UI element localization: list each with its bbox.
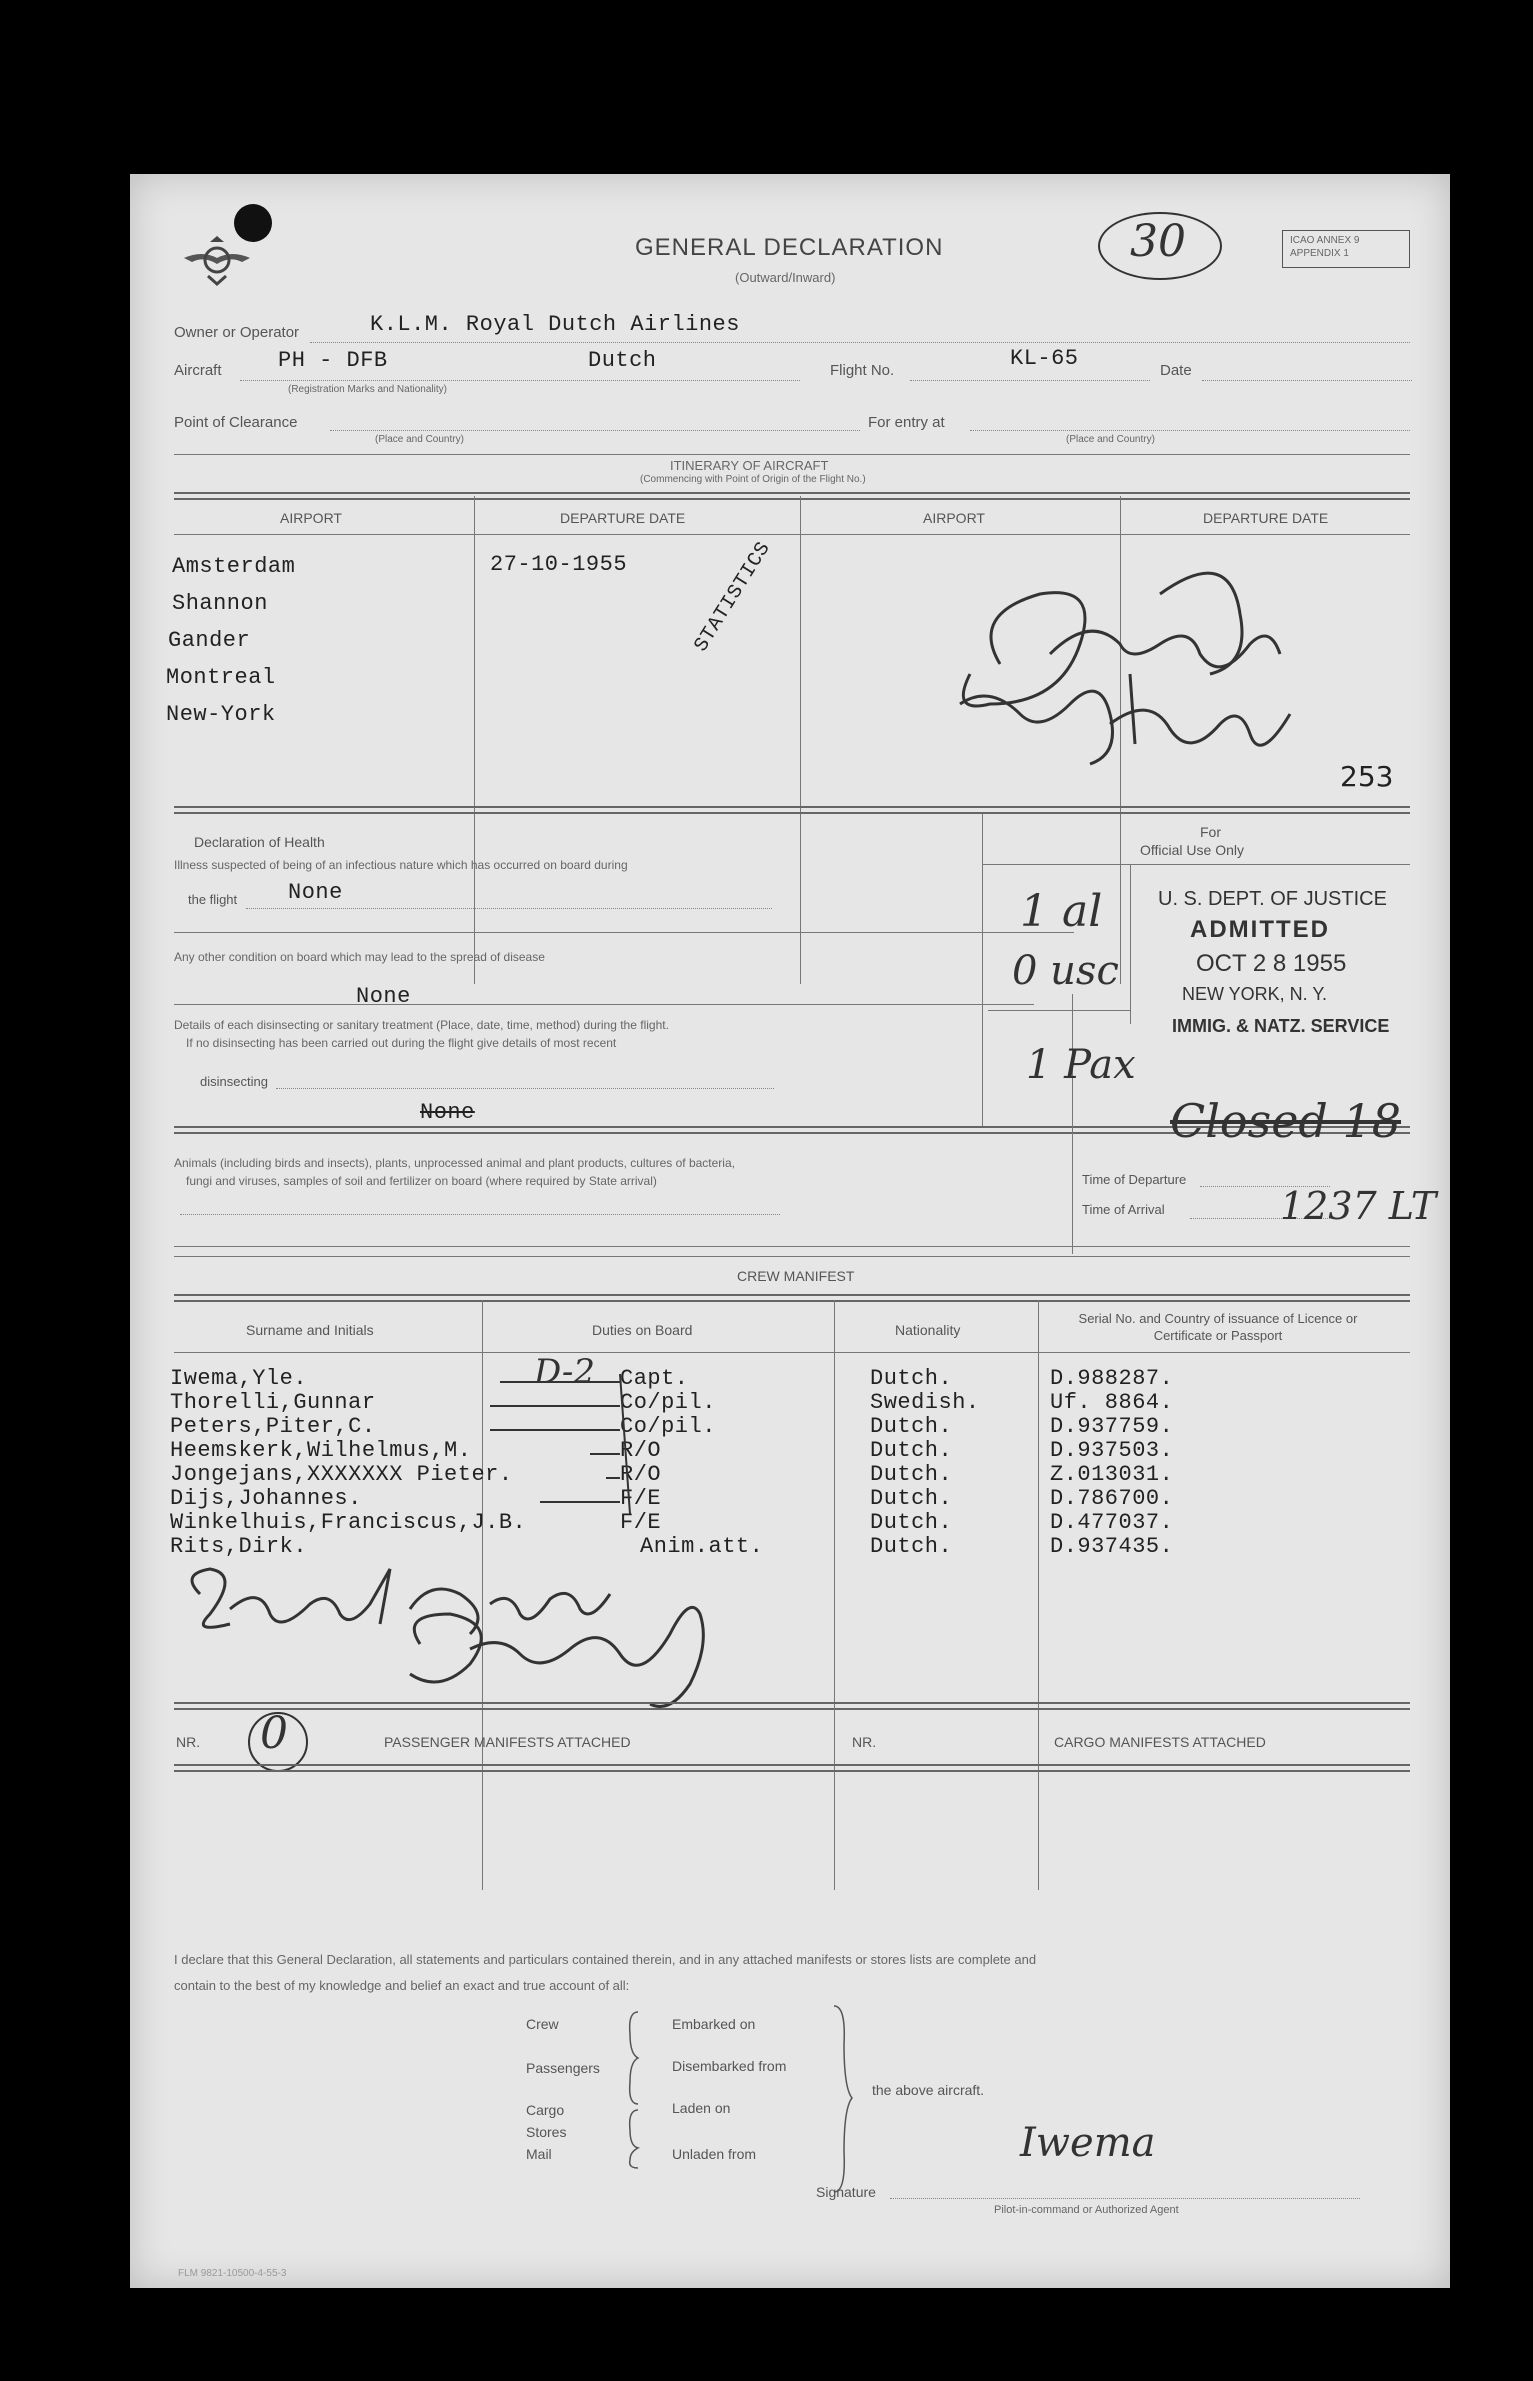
declaration-text-1: I declare that this General Declaration, all statements and particulars contained therein, and in any attached manifests or stores lists are complete and bbox=[174, 1952, 1037, 1967]
owner-value: K.L.M. Royal Dutch Airlines bbox=[370, 312, 740, 337]
official-title-2: Official Use Only bbox=[1140, 842, 1244, 858]
crew-serial: D.988287. bbox=[1050, 1366, 1174, 1391]
passenger-manifest-label: PASSENGER MANIFESTS ATTACHED bbox=[384, 1734, 631, 1750]
entry-label: For entry at bbox=[868, 414, 945, 431]
duty-mark: D-2 bbox=[534, 1352, 596, 1392]
admitted-stamp-line: OCT 2 8 1955 bbox=[1196, 950, 1347, 977]
crew-header-name: Surname and Initials bbox=[246, 1322, 374, 1338]
crew-duty: F/E bbox=[620, 1486, 662, 1511]
health-other-text: Any other condition on board which may lead to the spread of disease bbox=[174, 950, 545, 964]
cargo-manifest-label: CARGO MANIFESTS ATTACHED bbox=[1054, 1734, 1266, 1750]
official-note: 0 usc bbox=[1012, 948, 1119, 994]
aircraft-nationality: Dutch bbox=[588, 348, 657, 373]
clearance-sublabel: (Place and Country) bbox=[375, 434, 464, 445]
crew-duty: R/O bbox=[620, 1438, 662, 1463]
aircraft-registration: PH - DFB bbox=[278, 348, 388, 373]
declaration-text-2: contain to the best of my knowledge and belief an exact and true account of all: bbox=[174, 1978, 630, 1993]
crew-nationality: Swedish. bbox=[870, 1390, 980, 1415]
crew-serial: D.937503. bbox=[1050, 1438, 1174, 1463]
icao-text: ICAO ANNEX 9 APPENDIX 1 bbox=[1290, 235, 1360, 259]
crew-serial: D.937435. bbox=[1050, 1534, 1174, 1559]
itinerary-header-airport: AIRPORT bbox=[280, 510, 342, 526]
crew-serial: D.477037. bbox=[1050, 1510, 1174, 1535]
crew-name: Iwema,Yle. bbox=[170, 1366, 308, 1391]
declaration-stores: Stores bbox=[526, 2124, 567, 2140]
airport-row: Shannon bbox=[172, 591, 268, 616]
passenger-nr-label: NR. bbox=[176, 1734, 201, 1750]
crew-name: Winkelhuis,Franciscus,J.B. bbox=[170, 1510, 527, 1535]
itinerary-signature bbox=[930, 554, 1350, 794]
aircraft-sublabel: (Registration Marks and Nationality) bbox=[288, 384, 447, 395]
arrival-time-label: Time of Arrival bbox=[1082, 1202, 1165, 1217]
crew-header-nationality: Nationality bbox=[895, 1322, 961, 1338]
itinerary-header-airport-2: AIRPORT bbox=[923, 510, 985, 526]
closed-note: Closed 18 bbox=[1170, 1094, 1402, 1148]
admitted-stamp-line: ADMITTED bbox=[1190, 916, 1330, 943]
health-other-value: None bbox=[356, 984, 411, 1009]
declaration-disembarked: Disembarked from bbox=[672, 2058, 787, 2074]
official-note: 1 al bbox=[1020, 886, 1103, 937]
crew-name: Thorelli,Gunnar bbox=[170, 1390, 376, 1415]
health-flight-label: the flight bbox=[188, 892, 238, 907]
airport-row: New-York bbox=[166, 702, 276, 727]
health-animals-text-1: Animals (including birds and insects), plants, unprocessed animal and plant products, cultures of bacteria, bbox=[174, 1156, 735, 1170]
declaration-form bbox=[130, 174, 1450, 2288]
health-disinsect-text-1: Details of each disinsecting or sanitary treatment (Place, date, time, method) during the flight. bbox=[174, 1018, 669, 1032]
crew-name: Jongejans,XXXXXXX Pieter. bbox=[170, 1462, 513, 1487]
declaration-braces bbox=[624, 2010, 644, 2170]
crew-serial: D.937759. bbox=[1050, 1414, 1174, 1439]
arrival-time-value: 1237 LT bbox=[1280, 1184, 1437, 1228]
crew-name: Dijs,Johannes. bbox=[170, 1486, 362, 1511]
signature-sublabel: Pilot-in-command or Authorized Agent bbox=[994, 2204, 1179, 2216]
crew-nationality: Dutch. bbox=[870, 1534, 953, 1559]
crew-nationality: Dutch. bbox=[870, 1510, 953, 1535]
itinerary-header-departure-2: DEPARTURE DATE bbox=[1203, 510, 1329, 526]
aircraft-label: Aircraft bbox=[174, 362, 222, 379]
crew-duty: Co/pil. bbox=[620, 1390, 716, 1415]
admitted-stamp-line: NEW YORK, N. Y. bbox=[1182, 984, 1328, 1004]
itinerary-number: 253 bbox=[1340, 760, 1394, 793]
entry-sublabel: (Place and Country) bbox=[1066, 434, 1155, 445]
signature-label: Signature bbox=[816, 2184, 876, 2200]
itinerary-subtitle: (Commencing with Point of Origin of the Flight No.) bbox=[640, 474, 866, 485]
official-note: 1 Pax bbox=[1026, 1042, 1136, 1088]
declaration-mail: Mail bbox=[526, 2146, 552, 2162]
airport-row: Montreal bbox=[166, 665, 276, 690]
crew-duty: R/O bbox=[620, 1462, 662, 1487]
clearance-label: Point of Clearance bbox=[174, 414, 298, 431]
health-flight-value: None bbox=[288, 880, 343, 905]
declaration-laden: Laden on bbox=[672, 2100, 731, 2116]
crew-connector-lines bbox=[430, 1354, 650, 1554]
health-disinsect-value: None bbox=[420, 1100, 475, 1125]
health-illness-text: Illness suspected of being of an infectious nature which has occurred on board during bbox=[174, 858, 628, 872]
health-animals-text-2: fungi and viruses, samples of soil and fertilizer on board (where required by State arrival) bbox=[186, 1174, 657, 1188]
declaration-cargo: Cargo bbox=[526, 2102, 565, 2118]
cargo-nr-label: NR. bbox=[852, 1734, 877, 1750]
klm-logo-icon bbox=[182, 232, 252, 288]
departure-date: 27-10-1955 bbox=[490, 552, 628, 577]
punch-hole bbox=[234, 204, 272, 242]
form-title: GENERAL DECLARATION bbox=[635, 234, 944, 261]
declaration-crew: Crew bbox=[526, 2016, 559, 2032]
crew-nationality: Dutch. bbox=[870, 1366, 953, 1391]
date-label: Date bbox=[1160, 362, 1192, 379]
flight-value: KL-65 bbox=[1010, 346, 1079, 371]
health-disinsect-text-2: If no disinsecting has been carried out during the flight give details of most recent bbox=[186, 1036, 617, 1050]
crew-duty: Capt. bbox=[620, 1366, 689, 1391]
airport-row: Amsterdam bbox=[172, 554, 296, 579]
crew-nationality: Dutch. bbox=[870, 1486, 953, 1511]
form-number: FLM 9821-10500-4-55-3 bbox=[178, 2268, 287, 2279]
admitted-stamp-line: U. S. DEPT. OF JUSTICE bbox=[1158, 888, 1387, 910]
itinerary-header-departure: DEPARTURE DATE bbox=[560, 510, 686, 526]
passenger-nr-value: 0 bbox=[260, 1708, 288, 1759]
declaration-brace-right bbox=[830, 2004, 854, 2194]
crew-serial: Uf. 8864. bbox=[1050, 1390, 1174, 1415]
crew-header-serial: Serial No. and Country of issuance of Licence or Certificate or Passport bbox=[1078, 1311, 1358, 1343]
official-title-1: For bbox=[1200, 824, 1221, 840]
crew-nationality: Dutch. bbox=[870, 1438, 953, 1463]
crew-name: Peters,Piter,C. bbox=[170, 1414, 376, 1439]
crew-nationality: Dutch. bbox=[870, 1462, 953, 1487]
crew-nationality: Dutch. bbox=[870, 1414, 953, 1439]
departure-time-label: Time of Departure bbox=[1082, 1172, 1187, 1187]
declaration-embarked: Embarked on bbox=[672, 2016, 756, 2032]
crew-name: Heemskerk,Wilhelmus,M. bbox=[170, 1438, 472, 1463]
crew-serial: Z.013031. bbox=[1050, 1462, 1174, 1487]
page-number: 30 bbox=[1130, 216, 1186, 267]
airport-row: Gander bbox=[168, 628, 251, 653]
owner-label: Owner or Operator bbox=[174, 324, 300, 341]
crew-signature bbox=[170, 1554, 810, 1714]
health-disinsect-label: disinsecting bbox=[200, 1074, 268, 1089]
crew-duty: Anim.att. bbox=[640, 1534, 764, 1559]
crew-name: Rits,Dirk. bbox=[170, 1534, 308, 1559]
declaration-above-aircraft: the above aircraft. bbox=[872, 2082, 985, 2098]
crew-serial: D.786700. bbox=[1050, 1486, 1174, 1511]
declaration-passengers: Passengers bbox=[526, 2060, 600, 2076]
itinerary-title: ITINERARY OF AIRCRAFT bbox=[670, 458, 829, 473]
statistics-stamp: STATISTICS bbox=[690, 537, 776, 657]
crew-duty: Co/pil. bbox=[620, 1414, 716, 1439]
crew-header-duties: Duties on Board bbox=[592, 1322, 693, 1338]
health-title: Declaration of Health bbox=[194, 834, 325, 850]
form-subtitle: (Outward/Inward) bbox=[735, 270, 836, 285]
flight-label: Flight No. bbox=[830, 362, 895, 379]
admitted-stamp-line: IMMIG. & NATZ. SERVICE bbox=[1172, 1016, 1390, 1036]
pilot-signature: Iwema bbox=[1020, 2120, 1156, 2166]
declaration-unladen: Unladen from bbox=[672, 2146, 757, 2162]
crew-duty: F/E bbox=[620, 1510, 662, 1535]
crew-title: CREW MANIFEST bbox=[737, 1268, 855, 1284]
